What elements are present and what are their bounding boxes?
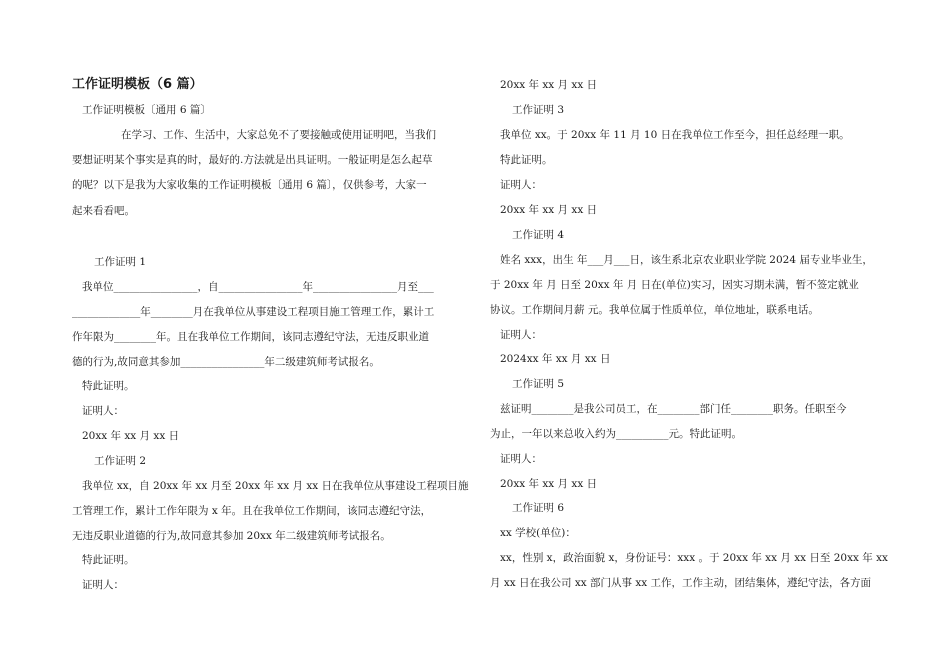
cert4-heading: 工作证明 4	[512, 229, 565, 241]
top-date: 20xx 年 xx 月 xx 日	[500, 79, 598, 91]
cert4-date: 2024xx 年 xx 月 xx 日	[500, 353, 611, 365]
cert5-date: 20xx 年 xx 月 xx 日	[500, 478, 598, 490]
intro-line-4: 起来看看吧。	[72, 205, 135, 217]
cert1-line-2: _____________年________月在我单位从事建设工程项目施工管理工作，累计工	[72, 306, 435, 318]
cert4-line-1: 姓名 xxx，出生 年___月___日，该生系北京农业职业学院 2024 届专业毕业生，	[500, 254, 873, 266]
cert2-certifier: 证明人：	[82, 579, 124, 591]
intro-line-2: 要想证明某个事实是真的时，最好的.方法就是出具证明。一般证明是怎么起草	[72, 154, 433, 166]
cert1-certifier: 证明人：	[82, 405, 124, 417]
cert3-heading: 工作证明 3	[512, 104, 565, 116]
cert5-line-2: 为止，一年以来总收入约为__________元。特此证明。	[490, 428, 742, 440]
cert1-line-1: 我单位________________，自________________年________________月至___	[82, 281, 434, 293]
document-title: 工作证明模板（6 篇）	[72, 77, 203, 92]
cert2-heading: 工作证明 2	[94, 455, 147, 467]
cert1-line-4: 德的行为,故同意其参加________________年二级建筑师考试报名。	[72, 356, 380, 368]
cert4-line-2: 于 20xx 年 月 日至 20xx 年 月 日在(单位)实习，因实习期未满，暂不签定就业	[490, 279, 859, 291]
cert1-special: 特此证明。	[82, 380, 135, 392]
cert2-line-3: 无违反职业道德的行为,故同意其参加 20xx 年二级建筑师考试报名。	[72, 530, 391, 542]
cert5-heading: 工作证明 5	[512, 378, 565, 390]
cert6-line-2: 月 xx 日在我公司 xx 部门从事 xx 工作，工作主动，团结集体，遵纪守法，各方面	[490, 577, 872, 589]
cert1-heading: 工作证明 1	[94, 256, 147, 268]
cert4-line-3: 协议。工作期间月薪 元。我单位属于性质单位，单位地址，联系电话。	[490, 304, 819, 316]
document-subtitle: 工作证明模板〔通用 6 篇〕	[82, 104, 211, 116]
cert3-certifier: 证明人：	[500, 179, 542, 191]
cert2-special: 特此证明。	[82, 554, 135, 566]
cert3-special: 特此证明。	[500, 154, 553, 166]
intro-line-3: 的呢？以下是我为大家收集的工作证明模板〔通用 6 篇〕，仅供参考，大家一	[72, 179, 427, 191]
cert5-line-1: 兹证明________是我公司员工，在________部门任________职务。任职至今	[500, 403, 847, 415]
cert1-date: 20xx 年 xx 月 xx 日	[82, 430, 180, 442]
cert1-line-3: 作年限为________年。且在我单位工作期间，该同志遵纪守法，无违反职业道	[72, 331, 429, 343]
cert6-heading: 工作证明 6	[512, 502, 565, 514]
cert3-line-1: 我单位 xx。于 20xx 年 11 月 10 日在我单位工作至今，担任总经理一职。	[500, 129, 850, 141]
cert2-line-1: 我单位 xx，自 20xx 年 xx 月至 20xx 年 xx 月 xx 日在我单位从事建设工程项目施	[82, 480, 469, 492]
cert3-date: 20xx 年 xx 月 xx 日	[500, 204, 598, 216]
cert2-line-2: 工管理工作，累计工作年限为 x 年。且在我单位工作期间，该同志遵纪守法，	[72, 505, 432, 517]
cert6-line-1: xx，性别 x，政治面貌 x，身份证号：xxx 。于 20xx 年 xx 月 xx 日至 20xx 年 xx	[500, 552, 888, 564]
cert4-certifier: 证明人：	[500, 329, 542, 341]
cert6-addressee: xx 学校(单位)：	[500, 527, 576, 539]
cert5-certifier: 证明人：	[500, 453, 542, 465]
intro-line-1: 在学习、工作、生活中，大家总免不了要接触或使用证明吧，当我们	[121, 129, 436, 141]
